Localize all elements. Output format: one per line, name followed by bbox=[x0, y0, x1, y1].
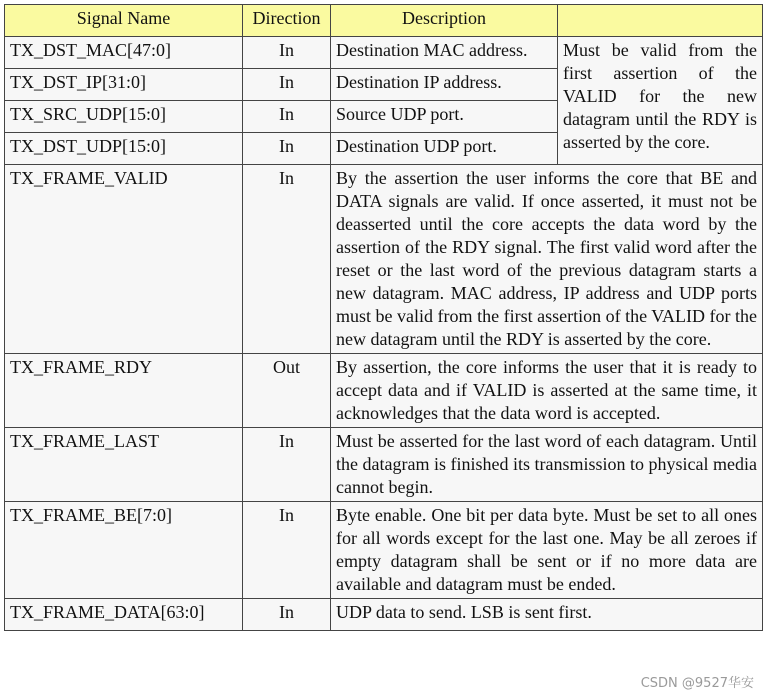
header-description: Description bbox=[331, 5, 558, 37]
signal-name: TX_FRAME_RDY bbox=[5, 354, 243, 428]
signal-name: TX_FRAME_LAST bbox=[5, 428, 243, 502]
signal-direction: In bbox=[243, 37, 331, 69]
table-row bbox=[5, 37, 763, 69]
header-signal-name: Signal Name bbox=[5, 5, 243, 37]
table-row bbox=[5, 165, 763, 354]
signal-description: Destination UDP port. bbox=[331, 133, 558, 165]
signal-name: TX_DST_MAC[47:0] bbox=[5, 37, 243, 69]
signal-direction: In bbox=[243, 133, 331, 165]
signal-direction: In bbox=[243, 428, 331, 502]
table-row bbox=[5, 502, 763, 599]
header-note bbox=[558, 5, 763, 37]
signal-name: TX_FRAME_VALID bbox=[5, 165, 243, 354]
signal-description: Byte enable. One bit per data byte. Must be set to all ones for all words except for the last one. May be all zeroes if empty datagram shall be sent or if no more data are available and datagram must be ended. bbox=[331, 502, 763, 599]
signal-direction: In bbox=[243, 165, 331, 354]
header-direction: Direction bbox=[243, 5, 331, 37]
signal-description: By the assertion the user informs the core that BE and DATA signals are valid. If once asserted, it must not be deasserted until the core accepts the data word by the assertion of the RDY signal. The first valid word after the reset or the last word of the previous datagram starts a new datagram. MAC address, IP address and UDP ports must be valid from the first assertion of the VALID for the new datagram until the RDY is asserted by the core. bbox=[331, 165, 763, 354]
signal-name: TX_FRAME_DATA[63:0] bbox=[5, 599, 243, 631]
header-row bbox=[5, 5, 763, 37]
group-note: Must be valid from the first assertion of the VALID for the new datagram until the RDY is asserted by the core. bbox=[558, 37, 763, 165]
signal-description: Destination MAC address. bbox=[331, 37, 558, 69]
signal-table bbox=[4, 4, 763, 631]
signal-name: TX_SRC_UDP[15:0] bbox=[5, 101, 243, 133]
signal-name: TX_FRAME_BE[7:0] bbox=[5, 502, 243, 599]
watermark: CSDN @9527华安 bbox=[640, 676, 754, 691]
signal-direction: In bbox=[243, 502, 331, 599]
signal-direction: In bbox=[243, 101, 331, 133]
signal-description: Destination IP address. bbox=[331, 69, 558, 101]
table-row bbox=[5, 428, 763, 502]
signal-description: UDP data to send. LSB is sent first. bbox=[331, 599, 763, 631]
signal-direction: In bbox=[243, 69, 331, 101]
signal-direction: In bbox=[243, 599, 331, 631]
signal-description: By assertion, the core informs the user that it is ready to accept data and if VALID is asserted at the same time, it acknowledges that the data word is accepted. bbox=[331, 354, 763, 428]
signal-description: Must be asserted for the last word of each datagram. Until the datagram is finished its transmission to physical media cannot begin. bbox=[331, 428, 763, 502]
signal-direction: Out bbox=[243, 354, 331, 428]
table-row bbox=[5, 354, 763, 428]
table-row bbox=[5, 599, 763, 631]
signal-description: Source UDP port. bbox=[331, 101, 558, 133]
signal-name: TX_DST_IP[31:0] bbox=[5, 69, 243, 101]
signal-name: TX_DST_UDP[15:0] bbox=[5, 133, 243, 165]
